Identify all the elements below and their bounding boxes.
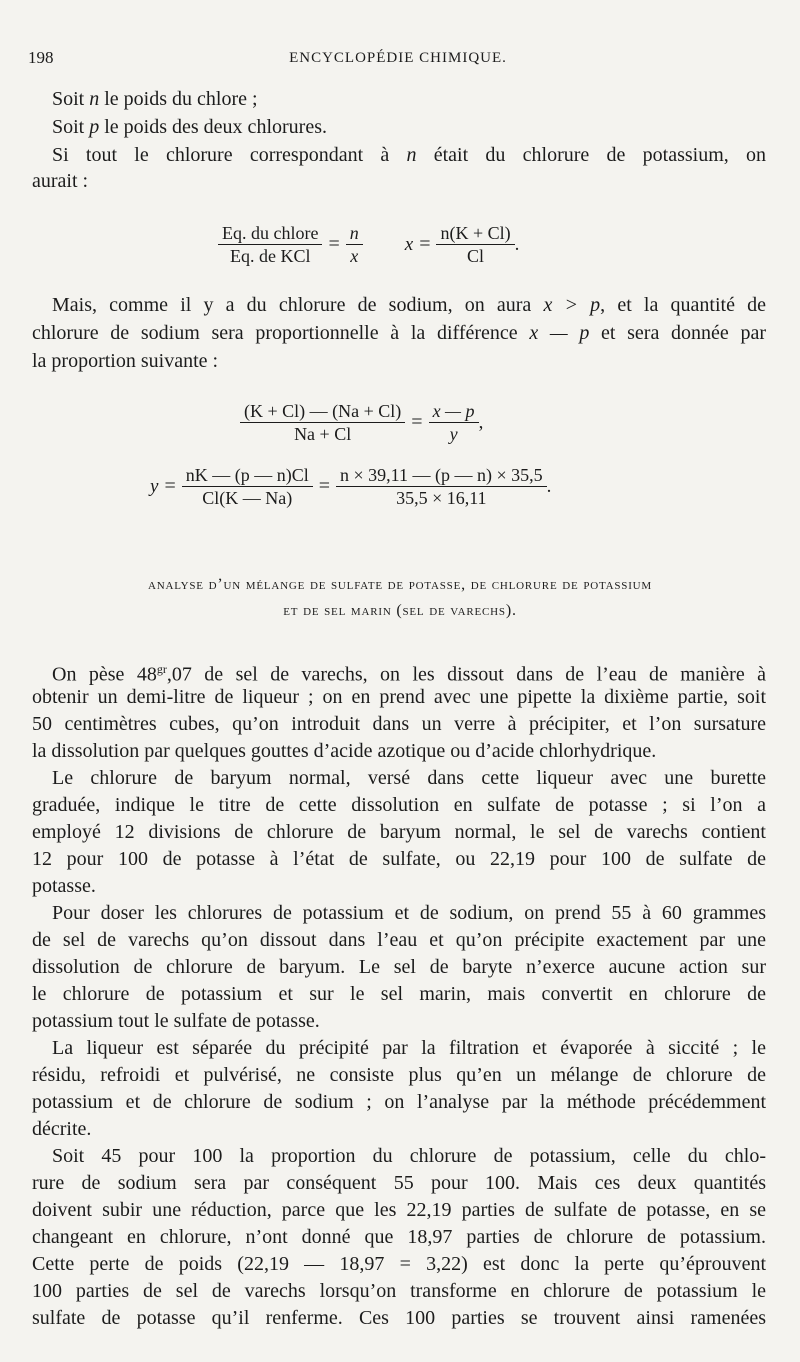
body-p4-line-2: résidu, refroidi et pulvérisé, ne consiste plus qu’en un mélange de chlorure de [32, 1064, 766, 1086]
eq1-frac-1: $\frac{\text{Eq. du chlore}}{\text{Eq. de KCl}}$ [218, 222, 322, 267]
body-p4-line-3: potassium et de chlorure de sodium ; on l’analyse par la méthode précédemment [32, 1091, 766, 1113]
body-p3-line-3: dissolution de chlorure de baryum. Le sel de baryte n’exerce aucune action sur [32, 956, 766, 978]
intro-line-2: Soit p le poids des deux chlorures. [52, 116, 327, 138]
para1-line-2: chlorure de sodium sera proportionnelle à la différence x — p et sera donnée par [32, 322, 766, 344]
body-p5-line-2: rure de sodium sera par conséquent 55 pour 100. Mais ces deux quantités [32, 1172, 766, 1194]
section-heading-line-2: et de sel marin (sel de varechs). [283, 602, 517, 619]
eq2-frac-1: $\frac{(K + Cl) — (Na + Cl)}{Na + Cl}$ [240, 400, 405, 445]
intro-line-1: Soit n le poids du chlore ; [52, 88, 258, 110]
body-p5-line-6: 100 parties de sel de varechs lorsqu’on transforme en chlorure de potassium le [32, 1280, 766, 1302]
para1-line-1: Mais, comme il y a du chlorure de sodium, on aura x > p, et la quantité de [52, 294, 766, 316]
body-p3-line-4: le chlorure de potassium et sur le sel marin, mais convertit en chlorure de [32, 983, 766, 1005]
eq2-frac-2: $\frac{x — p}{y}$ [429, 400, 479, 445]
body-p3-line-2: de sel de varechs qu’on dissout dans l’eau et qu’on précipite exactement par une [32, 929, 766, 951]
body-p1-line-2: obtenir un demi-litre de liqueur ; on en prend avec une pipette la dixième partie, soit [32, 686, 766, 708]
body-p3-line-5: potassium tout le sulfate de potasse. [32, 1010, 320, 1032]
page-header [28, 48, 768, 72]
intro-line-3: Si tout le chlorure correspondant à n était du chlorure de potassium, on [52, 144, 767, 166]
body-p5-line-5: Cette perte de poids (22,19 — 18,97 = 3,22) est donc la perte qu’éprouvent [32, 1253, 766, 1275]
intro-line-4: aurait : [32, 170, 89, 192]
equation-2: $\frac{(K + Cl) — (Na + Cl)}{Na + Cl}$ = $\frac{x — p}{y}$ , [240, 400, 483, 445]
equation-3: y = $\frac{nK — (p — n)Cl}{Cl(K — Na)}$ = $\frac{n \times 39,11 — (p — n) \times 35,5}{35,5 \times 16,11}$ . [150, 465, 552, 508]
body-p1-line-4: la dissolution par quelques gouttes d’acide azotique ou d’acide chlorhydrique. [32, 740, 657, 762]
body-p1-line-1: On pèse $48^{gr},07$ de sel de varechs, on les dissout dans de l’eau de manière à [52, 662, 767, 686]
equation-1: $\frac{\text{Eq. du chlore}}{\text{Eq. de KCl}}$ = $\frac{n}{x}$ x = $\frac{n(K + Cl)}{Cl}$ . [218, 222, 519, 267]
eq3-frac-1: $\frac{nK — (p — n)Cl}{Cl(K — Na)}$ [182, 464, 313, 509]
body-p4-line-4: décrite. [32, 1118, 92, 1140]
eq1-frac-3: $\frac{n(K + Cl)}{Cl}$ [436, 222, 514, 267]
body-p2-line-4: 12 pour 100 de potasse à l’état de sulfate, ou 22,19 pour 100 de sulfate de [32, 848, 766, 870]
eq1-frac-2: $\frac{n}{x}$ [346, 222, 363, 267]
section-heading-line-1: analyse d’un mélange de sulfate de potasse, de chlorure de potassium [147, 576, 652, 593]
page-number: 198 [28, 48, 54, 67]
body-p2-line-2: graduée, indique le titre de cette dissolution en sulfate de potasse ; si l’on a [32, 794, 766, 816]
body-p2-line-3: employé 12 divisions de chlorure de baryum normal, le sel de varechs contient [32, 821, 766, 843]
body-p2-line-5: potasse. [32, 875, 96, 897]
running-title: ENCYCLOPÉDIE CHIMIQUE. [289, 50, 507, 66]
eq3-frac-2: $\frac{n \times 39,11 — (p — n) \times 35,5}{35,5 \times 16,11}$ [336, 464, 547, 509]
body-p5-line-4: changeant en chlorure, n’ont donné que 18,97 parties de chlorure de potassium. [32, 1226, 766, 1248]
body-p1-line-3: 50 centimètres cubes, qu’on introduit dans un verre à précipiter, et l’on sursature [32, 713, 766, 735]
body-p4-line-1: La liqueur est séparée du précipité par la filtration et évaporée à siccité ; le [52, 1037, 766, 1059]
body-p5-line-1: Soit 45 pour 100 la proportion du chlorure de potassium, celle du chlo- [52, 1145, 766, 1167]
body-p3-line-1: Pour doser les chlorures de potassium et de sodium, on prend 55 à 60 grammes [52, 902, 766, 924]
body-p2-line-1: Le chlorure de baryum normal, versé dans cette liqueur avec une burette [52, 767, 766, 789]
body-p5-line-3: doivent subir une réduction, parce que les 22,19 parties de sulfate de potasse, en se [32, 1199, 766, 1221]
body-p5-line-7: sulfate de potasse qu’il renferme. Ces 100 parties se trouvent ainsi ramenées [32, 1307, 766, 1329]
para1-line-3: la proportion suivante : [32, 350, 219, 372]
